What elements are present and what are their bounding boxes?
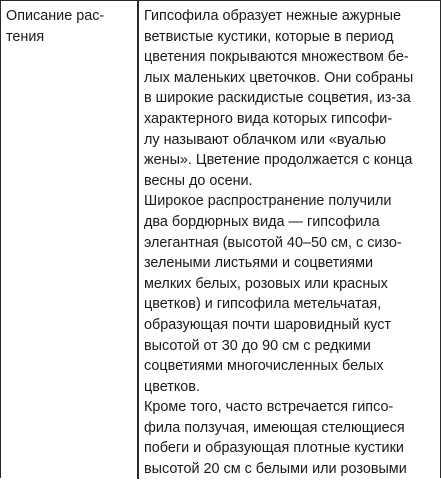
description-cell: [144, 6, 436, 480]
description-line: соцветиями многочисленных белых: [144, 358, 384, 375]
label-line: Описание рас-: [6, 8, 105, 24]
description-line: лу называют облачком или «вуалью: [144, 131, 386, 148]
description-line: лых маленьких цветочков. Они собраны: [144, 69, 414, 86]
description-line: Гипсофила образует нежные ажурные: [144, 8, 401, 24]
description-line: побеги и образующая плотные кустики: [144, 440, 404, 457]
description-line: в широкие раскидистые соцветия, из-за: [144, 90, 411, 107]
description-line: Кроме того, часто встречается гипсо-: [144, 399, 394, 416]
description-line: Широкое распространение получили: [144, 193, 392, 210]
description-line: весны до осени.: [144, 172, 253, 189]
column-divider: [137, 1, 139, 479]
description-line: мелких белых, розовых или красных: [144, 275, 388, 292]
description-line: высотой 20 см с белыми или розовыми: [144, 461, 407, 478]
label-cell: [6, 6, 134, 47]
description-line: высотой от 30 до 90 см с редкими: [144, 337, 371, 354]
description-line: ветвистые кустики, которые в период: [144, 28, 394, 45]
description-line: цветков.: [144, 378, 200, 395]
description-line: элегантная (высотой 40–50 см, с сизо-: [144, 234, 402, 251]
description-line: цветения покрываются множеством бе-: [144, 49, 409, 66]
description-line: два бордюрных вида — гипсофила: [144, 213, 380, 230]
description-line: цветков) и гипсофила метельчатая,: [144, 296, 382, 313]
description-line: жены». Цветение продолжается с конца: [144, 152, 413, 169]
description-line: характерного вида которых гипсофи-: [144, 110, 393, 127]
label-line: тения: [6, 28, 45, 45]
description-line: образующая почти шаровидный куст: [144, 316, 391, 333]
description-line: фила ползучая, имеющая стелющиеся: [144, 419, 405, 436]
description-line: зелеными листьями и соцветиями: [144, 255, 374, 272]
